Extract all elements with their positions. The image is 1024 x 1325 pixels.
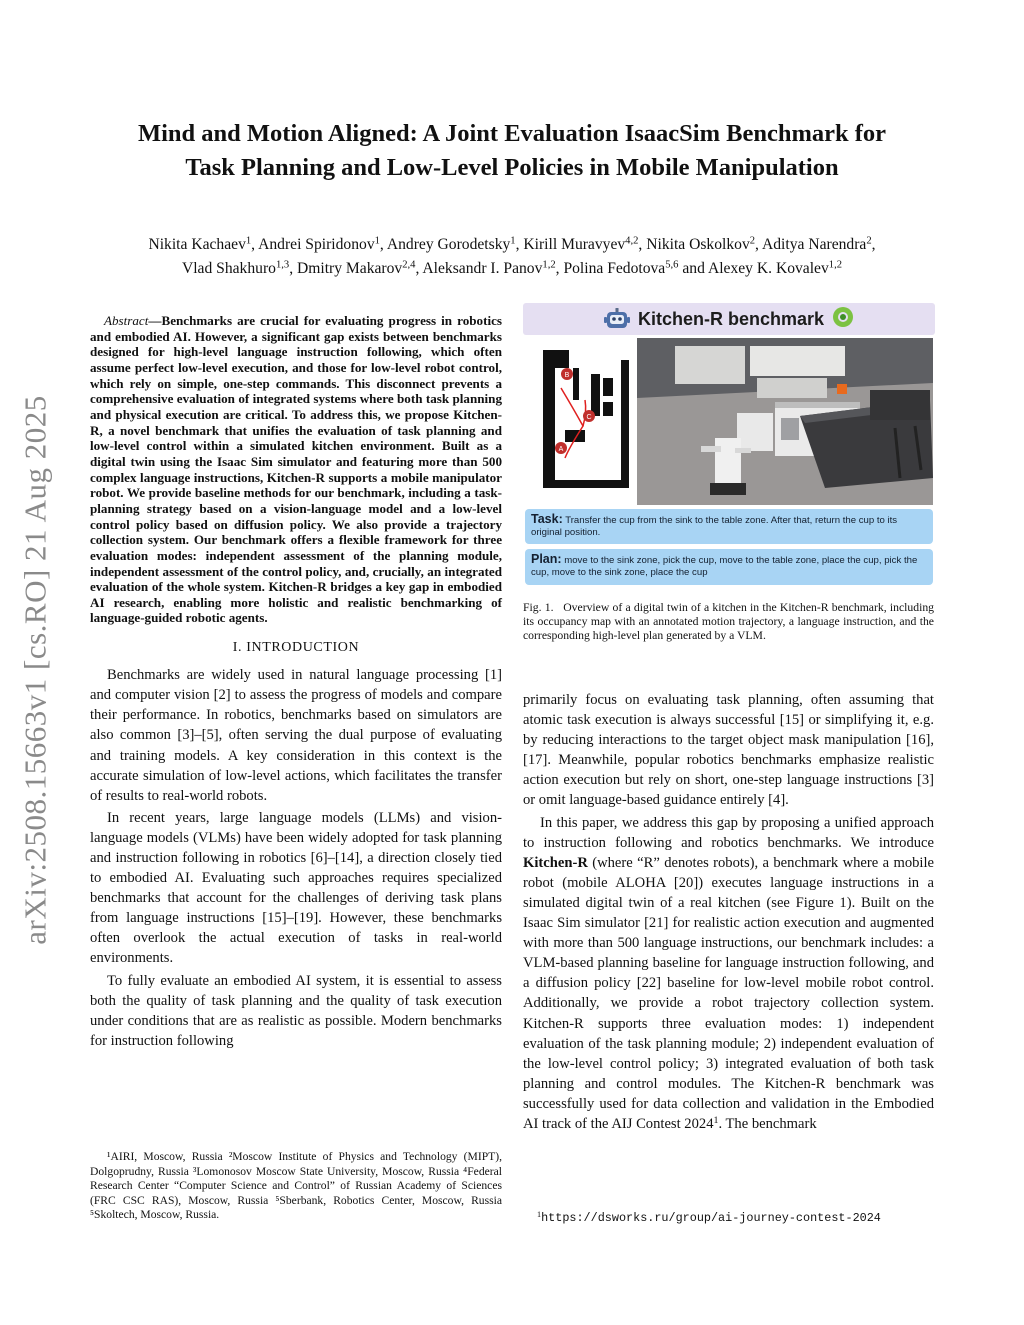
footnote-url[interactable]: https://dsworks.ru/group/ai-journey-contest-2024	[541, 1211, 881, 1225]
intro-paragraph: Benchmarks are widely used in natural language processing [1] and computer vision [2] to assess the progress of models and compare their performance. In robotics, benchmarks based on simulators are also common [3]–[5], often serving the dual purpose of evaluating and training models. A key consideration in this context is the accurate simulation of low-level actions, which facilitates the transfer of results to real-world robots.	[90, 667, 502, 804]
abstract-text: Benchmarks are crucial for evaluating progress in robotics and embodied AI. However, a significant gap exists between benchmarks designed for high-level language instruction following, which often assume perfect low-level execution, and those for low-level robot control, which rely on simple, one-step commands. This disconnect prevents a comprehensive evaluation of integrated systems where both task planning and physical execution are critical. To address this, we propose Kitchen-R, a novel benchmark that unifies the evaluation of task planning and low-level control within a simulated kitchen environment. Built as a digital twin using the Isaac Sim simulator and featuring more than 500 complex language instructions, Kitchen-R supports a mobile manipulator robot. We provide baseline methods for our benchmark, including a task-planning strategy based on a vision-language model and a low-level control policy based on diffusion policy. We also provide a trajectory collection system. Our benchmark offers a flexible framework for three evaluation modes: independent assessment of the planning module, independent assessment of the control policy, and, crucially, an integrated evaluation of the whole system. Kitchen-R bridges a key gap in embodied AI research, enabling more holistic and realistic benchmarking of language-guided robotic agents.	[90, 313, 502, 626]
plan-label: Plan:	[531, 552, 562, 566]
author-name: Aleksandr I. Panov	[422, 260, 543, 277]
affiliations-footnote: ¹AIRI, Moscow, Russia ²Moscow Institute of Physics and Technology (MIPT), Dolgoprudny, Russia ³Lomonosov Moscow State University, Moscow, Russia ⁴Federal Research Center “Computer Science and Control” of Russian Academy of Sciences (FRC CSC RAS), Moscow, Russia ⁵Sberbank, Robotics Center, Moscow, Russia ⁵Skoltech, Moscow, Russia.	[90, 1150, 502, 1222]
paragraph-text: . The benchmark	[718, 1115, 817, 1132]
footnote-number: 1	[537, 1209, 542, 1219]
map-marker-c	[583, 410, 595, 422]
author-affiliation: 2	[749, 235, 756, 247]
author-name: Polina Fedotova	[563, 260, 666, 277]
figure-header-title: Kitchen-R benchmark	[637, 308, 825, 329]
green-ring-icon	[832, 306, 854, 333]
author-affiliation: 1,2	[828, 259, 843, 271]
author-list	[70, 233, 954, 281]
body-paragraph: primarily focus on evaluating task planning, often assuming that atomic task execution is always successful [15] or simplifying it, e.g. by reducing interactions to the target object mask manipulation [16], [17]. Meanwhile, popular robotics benchmarks emphasize realistic action execution but rely on short, one-step language instructions [3] or omit language-based guidance entirely [4].	[523, 692, 934, 809]
author-name: Andrei Spiridonov	[258, 236, 375, 253]
plan-box	[525, 549, 933, 585]
plan-text: move to the sink zone, pick the cup, move to the table zone, place the cup, pick the cup, move to the sink zone, place the cup	[531, 555, 918, 578]
caption-text: Overview of a digital twin of a kitchen in the Kitchen-R benchmark, including its occupancy map with an annotated motion trajectory, a language instruction, and the corresponding high-level plan generated by a VLM.	[523, 601, 935, 643]
abstract-label: Abstract	[104, 313, 149, 328]
task-text: Transfer the cup from the sink to the table zone. After that, return the cup to its original position.	[531, 515, 898, 538]
author-name: Nikita Oskolkov	[646, 236, 750, 253]
author-line-2: Vlad Shakhuro$^{1,3}$, Dmitry Makarov$^{2,4}$, Aleksandr I. Panov$^{1,2}$, Polina Fedotova$^{5,6}$ and Alexey K. Kovalev$^{1,2}$	[181, 259, 843, 277]
kitchen-scene	[637, 338, 933, 505]
map-marker-a	[555, 442, 567, 454]
arxiv-identifier	[6, 365, 66, 975]
authors-joiner: and	[682, 260, 705, 277]
paper-title	[60, 117, 964, 185]
figure-header	[523, 303, 935, 335]
map-marker-c-label: C	[586, 414, 592, 421]
author-affiliation: 1	[374, 235, 380, 247]
title-line-1: Mind and Motion Aligned: A Joint Evaluation IsaacSim Benchmark for	[137, 120, 887, 147]
intro-paragraph: To fully evaluate an embodied AI system, it is essential to assess both the quality of task planning and the quality of task execution under conditions that are as realistic as possible. Modern benchmarks for instruction following	[90, 972, 502, 1049]
map-marker-b-label: B	[564, 372, 570, 379]
author-name: Dmitry Makarov	[296, 260, 403, 277]
map-marker-a-label: A	[558, 446, 564, 453]
author-affiliation: 1,2	[542, 259, 556, 271]
right-column	[523, 690, 934, 1136]
author-name: Aditya Narendra	[761, 236, 867, 253]
paragraph-text: (where “R” denotes robots), a benchmark where a mobile robot (mobile ALOHA [20]) executes language instructions in a simulated digital twin of a real kitchen (see Figure 1). Built on the Isaac Sim simulator [21] for realistic action execution and augmented with more than 500 language instructions, our benchmark includes: a VLM-based planning baseline for language instruction following, and a diffusion policy [22] baseline for low-level mobile robot control. Additionally, we provide a robot trajectory collection system. Kitchen-R supports three evaluation modes: 1) independent evaluation of the task planning module; 2) independent evaluation of the low-level control policy; 3) integrated evaluation of both task planning and control modules. The Kitchen-R benchmark was successfully used for data collection and validation in the Embodied AI track of the AIJ Contest 2024	[523, 854, 934, 1132]
author-name: Andrey Gorodetsky	[386, 236, 511, 253]
task-label: Task:	[531, 512, 563, 526]
author-affiliation: 1,3	[275, 259, 290, 271]
figure-caption	[523, 601, 934, 644]
section-heading-introduction: I. INTRODUCTION	[232, 640, 360, 656]
author-affiliation: 4,2	[625, 235, 639, 247]
author-affiliation: 1	[245, 235, 252, 247]
figure-1	[523, 303, 935, 588]
author-affiliation: 2	[866, 235, 872, 247]
map-marker-b	[561, 368, 573, 380]
abstract-dash: —	[148, 313, 162, 328]
paragraph-text: In this paper, we address this gap by proposing a unified approach to instruction following and robotics benchmarks. We introduce	[523, 814, 934, 851]
author-line-1: Nikita Kachaev$^1$, Andrei Spiridonov$^1$, Andrey Gorodetsky$^1$, Kirill Muravyev$^{4,2}$, Nikita Oskolkov$^2$, Aditya Narendra$^2$,	[148, 235, 876, 253]
left-column	[90, 313, 502, 1053]
intro-paragraph: In recent years, large language models (LLMs) and vision-language models (VLMs) have been widely adopted for task planning and instruction following in robotics [6]–[14], a direction closely tied to embodied AI. Evaluating such approaches requires specialized benchmarks that account for the challenges of deriving task plans from language instructions [15]–[19]. However, these benchmarks often overlook the actual execution of tasks in real-world environments.	[90, 809, 502, 967]
author-affiliation: 2,4	[402, 259, 416, 271]
robot-icon	[604, 308, 630, 330]
url-footnote	[523, 1210, 934, 1225]
author-name: Alexey K. Kovalev	[707, 260, 829, 277]
caption-label: Fig. 1.	[523, 601, 554, 614]
body-paragraph	[523, 813, 934, 1135]
title-line-2: Task Planning and Low-Level Policies in Mobile Manipulation	[185, 154, 839, 181]
author-name: Vlad Shakhuro	[181, 260, 276, 277]
benchmark-name: Kitchen-R	[523, 854, 588, 871]
arxiv-identifier-text: arXiv:2508.15663v1 [cs.RO] 21 Aug 2025	[18, 395, 53, 945]
kitchen-render-image	[525, 338, 933, 505]
author-affiliation: 5,6	[665, 259, 679, 271]
footnote-marker: 1	[713, 1115, 719, 1127]
abstract	[90, 313, 502, 626]
author-name: Nikita Kachaev	[148, 236, 246, 253]
task-box	[525, 509, 933, 544]
author-affiliation: 1	[510, 235, 516, 247]
author-name: Kirill Muravyev	[523, 236, 626, 253]
